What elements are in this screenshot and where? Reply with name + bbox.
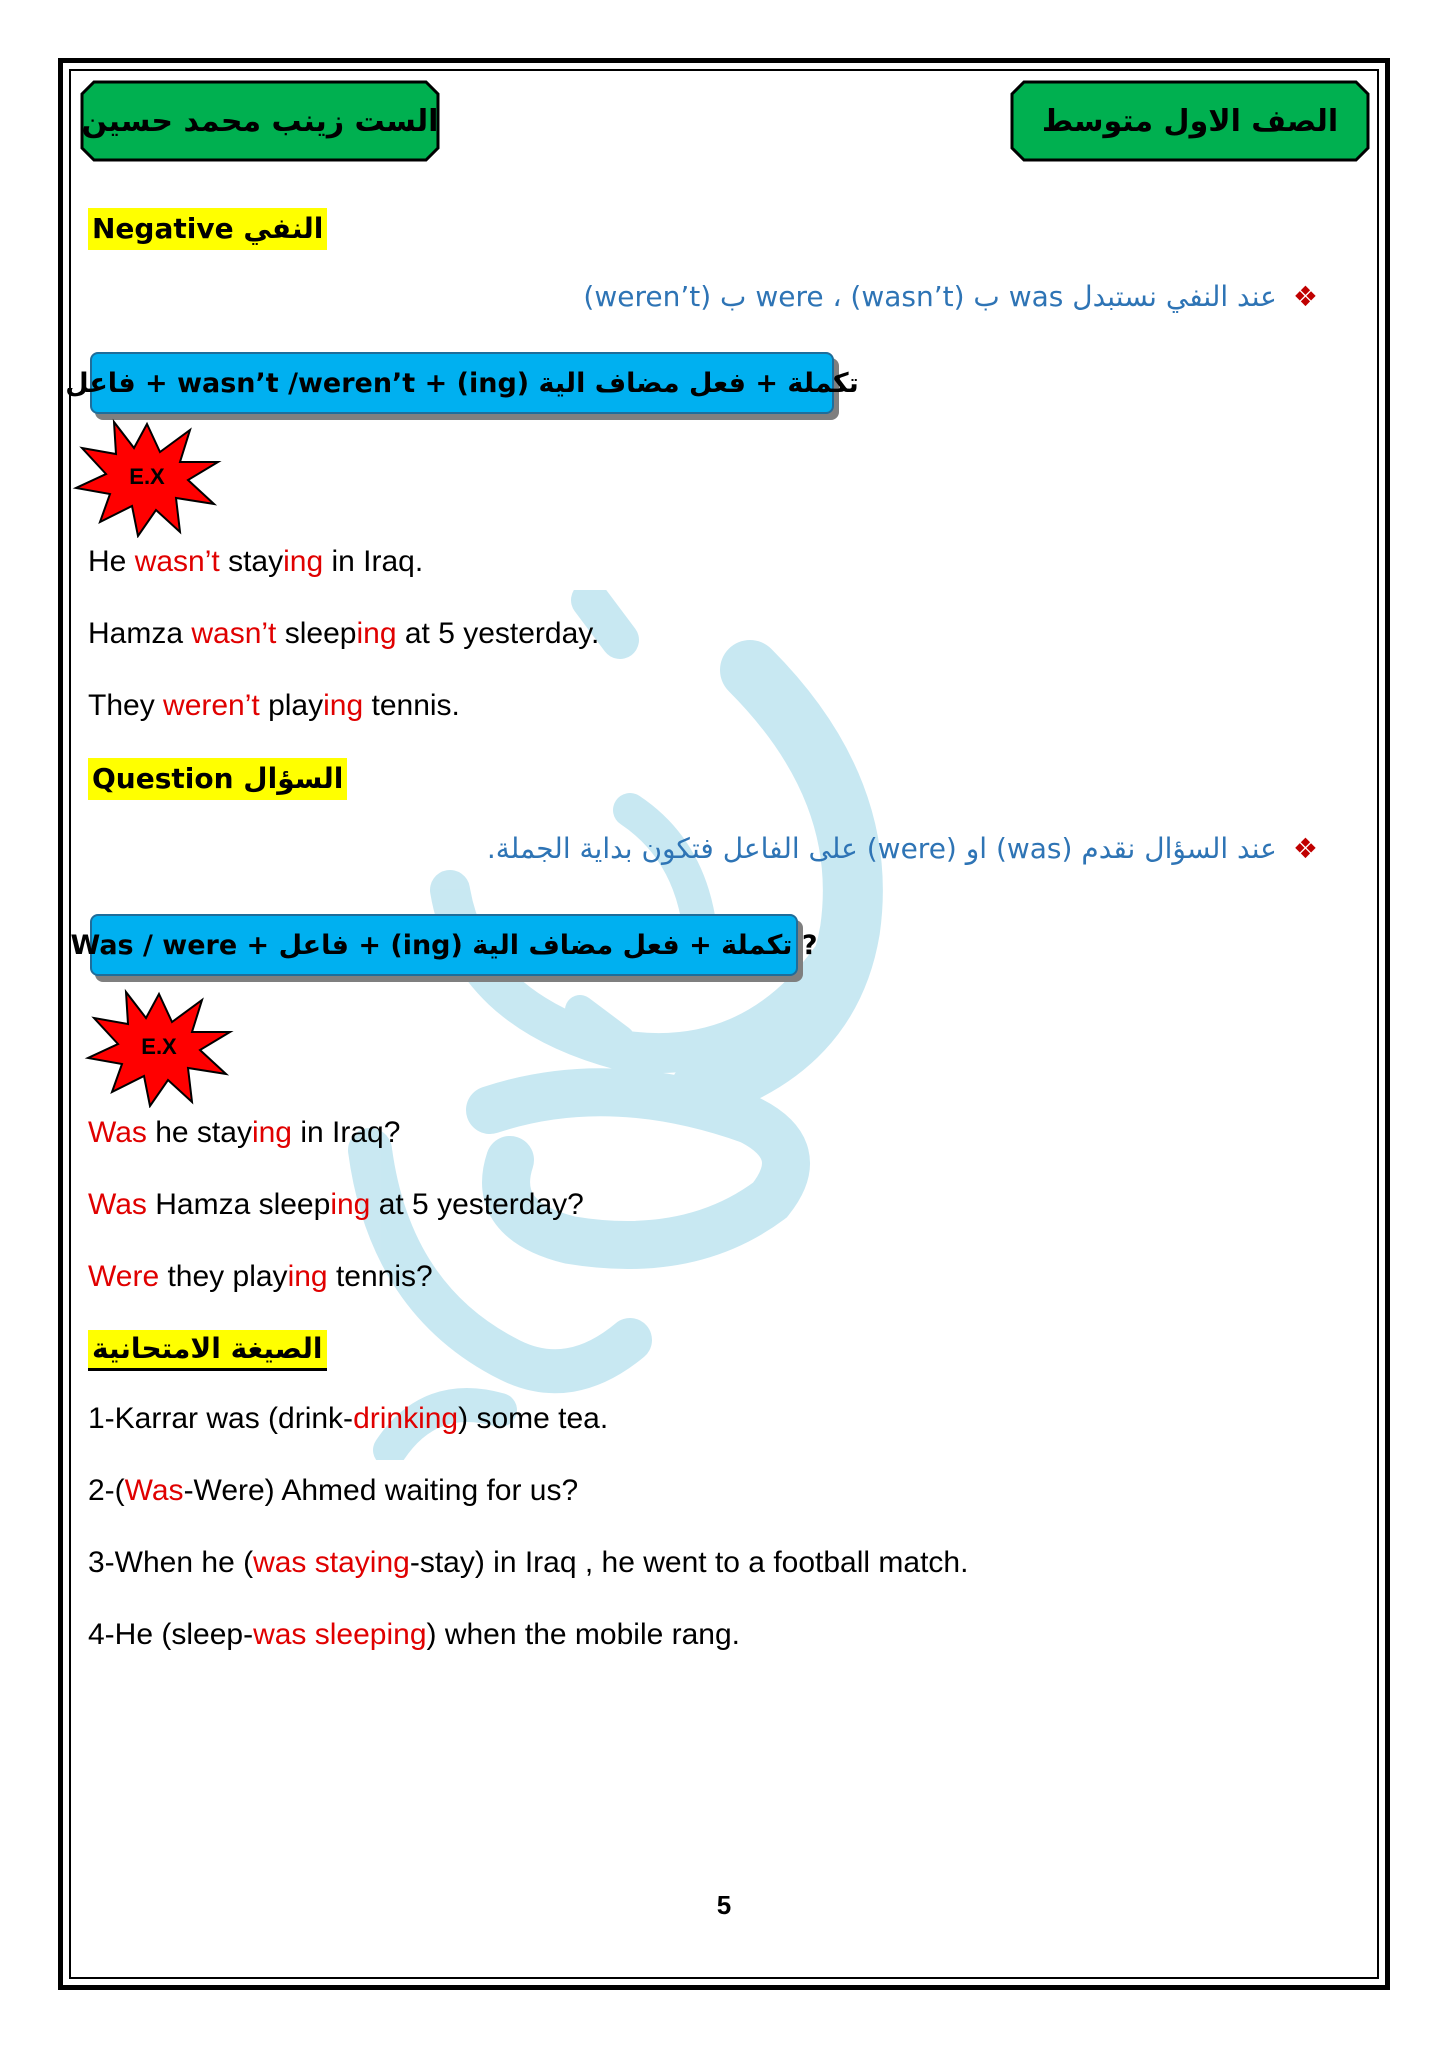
diamond-bullet-icon: ❖ bbox=[1292, 832, 1318, 865]
rule-text: ) ، bbox=[823, 280, 862, 313]
example-highlight: weren’t bbox=[163, 689, 260, 722]
example-text: tennis? bbox=[327, 1260, 433, 1293]
example-highlight: wasn’t bbox=[134, 545, 220, 578]
rule-text: ب ( bbox=[953, 280, 1009, 313]
example-highlight: ing bbox=[323, 689, 364, 722]
rule-text: ) bbox=[583, 280, 595, 313]
example-burst-icon bbox=[72, 418, 222, 538]
diamond-bullet-icon: ❖ bbox=[1292, 280, 1318, 313]
example-highlight: Was bbox=[88, 1188, 147, 1221]
negative-example-3 bbox=[88, 689, 460, 723]
exam-text: 3-When he ( bbox=[88, 1546, 254, 1579]
rule-text: was bbox=[1008, 280, 1064, 313]
example-text: sleep bbox=[276, 617, 357, 650]
example-burst-icon bbox=[84, 988, 234, 1108]
rule-text: wasn’t bbox=[861, 280, 954, 313]
example-text: stay bbox=[219, 545, 284, 578]
exam-answer: was sleeping bbox=[253, 1618, 427, 1651]
rule-text: عند النفي نستبدل bbox=[1063, 280, 1277, 313]
rule-text: ب ( bbox=[700, 280, 756, 313]
example-text: Hamza sleep bbox=[146, 1188, 331, 1221]
rule-text: weren’t bbox=[594, 280, 701, 313]
question-example-1 bbox=[88, 1116, 400, 1150]
exam-item-4 bbox=[88, 1618, 740, 1652]
teacher-name-box bbox=[80, 80, 440, 162]
teacher-name: الست زينب محمد حسين bbox=[81, 103, 439, 139]
exam-text: -stay) in Iraq , he went to a football match. bbox=[409, 1546, 969, 1579]
example-highlight: ing bbox=[330, 1188, 371, 1221]
exam-text: 2-( bbox=[88, 1474, 125, 1507]
exam-text: -Were) Ahmed waiting for us? bbox=[183, 1474, 579, 1507]
exam-text: 4-He (sleep- bbox=[88, 1618, 254, 1651]
negative-example-2 bbox=[88, 617, 599, 651]
example-text: Hamza bbox=[88, 617, 192, 650]
example-highlight: ing bbox=[251, 1116, 292, 1149]
exam-title: الصيغة الامتحانية bbox=[88, 1330, 327, 1371]
exam-text: ) some tea. bbox=[458, 1402, 609, 1435]
negative-example-1 bbox=[88, 545, 423, 579]
example-highlight: Was bbox=[88, 1116, 147, 1149]
example-highlight: wasn’t bbox=[191, 617, 277, 650]
rule-text: عند السؤال نقدم (was) او (were) على الفاعل فتكون بداية الجملة. bbox=[486, 832, 1277, 865]
example-text: he stay bbox=[146, 1116, 252, 1149]
example-text: at 5 yesterday. bbox=[396, 617, 600, 650]
negative-formula: تكملة + فعل مضاف الية (ing) + wasn’t /weren’t + فاعل bbox=[65, 367, 859, 399]
example-text: in Iraq? bbox=[292, 1116, 401, 1149]
rule-text: were bbox=[755, 280, 824, 313]
example-highlight: ing bbox=[283, 545, 324, 578]
question-rule bbox=[487, 832, 1318, 865]
question-title: Question السؤال bbox=[88, 758, 347, 800]
question-example-2 bbox=[88, 1188, 584, 1222]
exam-text: ) when the mobile rang. bbox=[426, 1618, 741, 1651]
negative-rule bbox=[583, 280, 1318, 313]
exam-item-1 bbox=[88, 1402, 608, 1436]
exam-answer: drinking bbox=[353, 1402, 459, 1435]
question-example-3 bbox=[88, 1260, 433, 1294]
exam-answer: Was bbox=[124, 1474, 184, 1507]
negative-formula-box bbox=[65, 352, 859, 414]
exam-text: 1-Karrar was (drink- bbox=[88, 1402, 354, 1435]
example-text: tennis. bbox=[363, 689, 460, 722]
question-formula: ? تكملة + فعل مضاف الية (ing) + فاعل + Was / were bbox=[70, 929, 818, 961]
example-label: E.X bbox=[141, 1034, 177, 1059]
exam-item-2 bbox=[88, 1474, 578, 1508]
example-highlight: ing bbox=[356, 617, 397, 650]
example-text: They bbox=[88, 689, 164, 722]
example-highlight: Were bbox=[88, 1260, 160, 1293]
example-highlight: ing bbox=[287, 1260, 328, 1293]
example-text: He bbox=[88, 545, 135, 578]
exam-item-3 bbox=[88, 1546, 968, 1580]
grade-box bbox=[1010, 80, 1370, 162]
example-text: at 5 yesterday? bbox=[370, 1188, 584, 1221]
example-text: they play bbox=[159, 1260, 288, 1293]
exam-answer: was staying bbox=[253, 1546, 410, 1579]
page-number: 5 bbox=[716, 1890, 732, 1920]
example-text: in Iraq. bbox=[323, 545, 424, 578]
negative-title: Negative النفي bbox=[88, 208, 327, 250]
example-label: E.X bbox=[129, 464, 165, 489]
question-formula-box bbox=[70, 914, 818, 976]
example-text: play bbox=[259, 689, 324, 722]
grade-label: الصف الاول متوسط bbox=[1041, 103, 1339, 139]
